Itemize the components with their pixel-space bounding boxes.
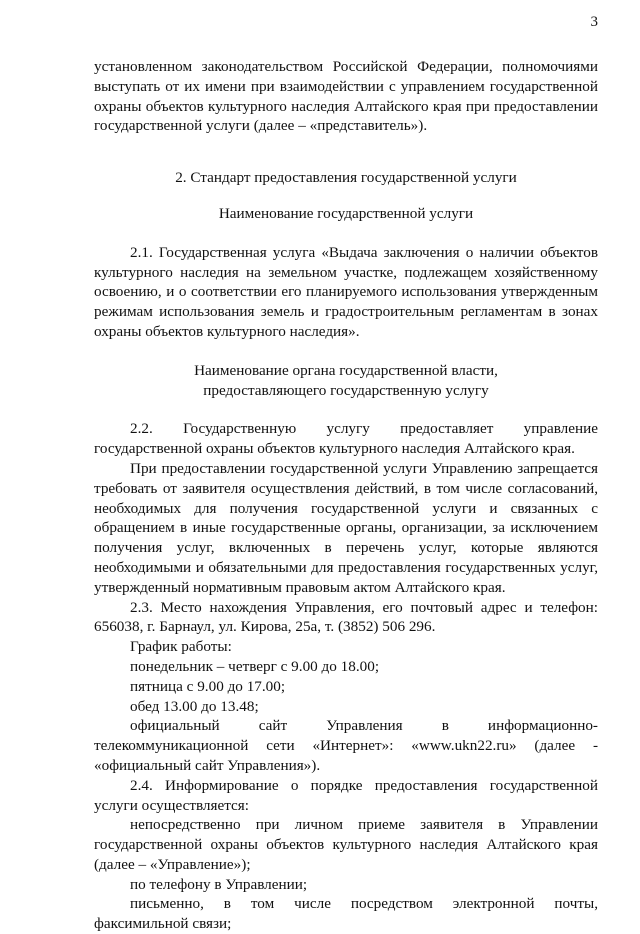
schedule-lunch: обед 13.00 до 13.48; [130,697,259,715]
paragraph-2-4: 2.4. Информирование о порядке предоставления государственной услуги осуществляется: [94,776,598,814]
authority-title-line-1: Наименование органа государственной власти, [194,361,498,379]
schedule-title: График работы: [130,638,232,656]
intro-paragraph: установленном законодательством Российской Федерации, полномочиями выступать от их имени при взаимодействии с управлением государственной охраны объектов культурного наследия Алтайского края при предоставлении государственной услуги (далее – «представитель»). [94,58,598,135]
section-title: 2. Стандарт предоставления государственной услуги [175,169,517,187]
paragraph-official-site: официальный сайт Управления в информационно-телекоммуникационной сети «Интернет»: «www.ukn22.ru» (далее - «официальный сайт Управления»). [94,717,598,774]
paragraph-prohibition: При предоставлении государственной услуги Управлению запрещается требовать от заявителя осуществления действий, в том числе согласований, необходимых для получения государственной услуги и связанных с обращением в иные государственные органы, организации, за исключением получения услуг, включенных в перечень услуг, которые являются необходимыми и обязательными для предоставления государственных услуг, утвержденный нормативным правовым актом Алтайского края. [94,459,598,596]
paragraph-by-phone: по телефону в Управлении; [130,875,308,893]
paragraph-2-2: 2.2. Государственную услугу предоставляет управление государственной охраны объектов культурного наследия Алтайского края. [94,420,598,458]
authority-title-line-2: предоставляющего государственную услугу [203,381,489,399]
schedule-mon-thu: понедельник – четверг с 9.00 до 18.00; [130,657,380,675]
paragraph-written: письменно, в том числе посредством электронной почты, факсимильной связи; [94,895,598,933]
page-number: 3 [590,14,598,30]
document-body [94,57,598,934]
paragraph-2-1: 2.1. Государственная услуга «Выдача заключения о наличии объектов культурного наследия на земельном участке, подлежащем хозяйственному освоению, и о соответствии его планируемого использования утвержденным режимам использования земель и градостроительным регламентам в зонах охраны объектов культурного наследия». [94,243,598,340]
subsection-title-authority [94,361,598,401]
paragraph-2-3: 2.3. Место нахождения Управления, его почтовый адрес и телефон: 656038, г. Барнаул, ул. Кирова, 25а, т. (3852) 506 296. [94,598,598,636]
schedule-fri: пятница с 9.00 до 17.00; [130,677,286,695]
subsection-title-service-name: Наименование государственной услуги [218,204,474,222]
paragraph-direct-reception: непосредственно при личном приеме заявителя в Управлении государственной охраны объектов культурного наследия Алтайского края (далее – «Управление»); [94,816,598,873]
